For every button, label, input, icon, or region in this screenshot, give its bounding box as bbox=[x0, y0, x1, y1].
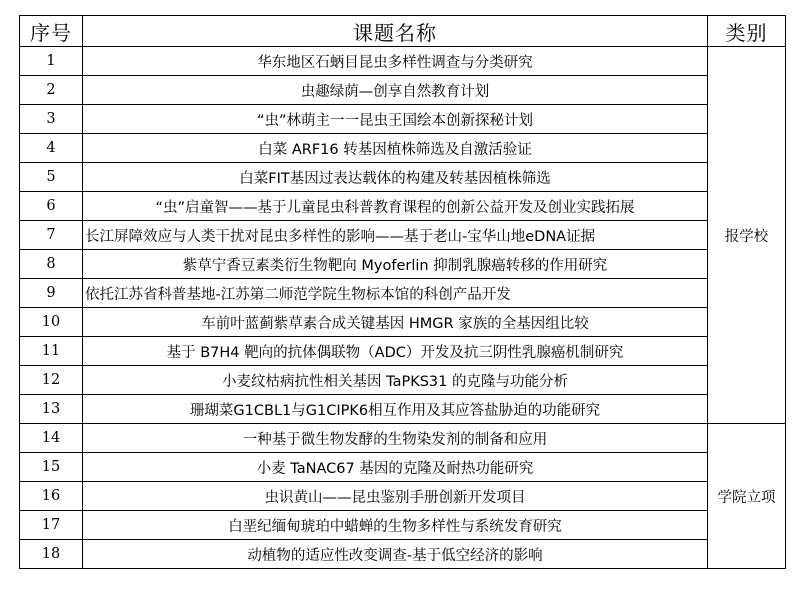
table-body bbox=[20, 47, 786, 569]
table-row bbox=[20, 105, 786, 134]
project-title: 一种基于微生物发酵的生物染发剂的制备和应用 bbox=[83, 424, 708, 453]
header-title: 课题名称 bbox=[83, 16, 708, 47]
table-row bbox=[20, 308, 786, 337]
row-number: 18 bbox=[20, 540, 83, 569]
project-title: 白菜 ARF16 转基因植株筛选及自激活验证 bbox=[83, 134, 708, 163]
table-row bbox=[20, 453, 786, 482]
project-title: 动植物的适应性改变调查-基于低空经济的影响 bbox=[83, 540, 708, 569]
project-title: 紫草宁香豆素类衍生物靶向 Myoferlin 抑制乳腺癌转移的作用研究 bbox=[83, 250, 708, 279]
project-title: 依托江苏省科普基地-江苏第二师范学院生物标本馆的科创产品开发 bbox=[83, 279, 708, 308]
table-row bbox=[20, 482, 786, 511]
table-row bbox=[20, 366, 786, 395]
row-number: 4 bbox=[20, 134, 83, 163]
row-number: 9 bbox=[20, 279, 83, 308]
row-number: 11 bbox=[20, 337, 83, 366]
table-row bbox=[20, 279, 786, 308]
project-title: “虫”林萌主一一昆虫王国绘本创新探秘计划 bbox=[83, 105, 708, 134]
table-row bbox=[20, 47, 786, 76]
row-number: 10 bbox=[20, 308, 83, 337]
project-title: 基于 B7H4 靶向的抗体偶联物（ADC）开发及抗三阴性乳腺癌机制研究 bbox=[83, 337, 708, 366]
header-number: 序号 bbox=[20, 16, 83, 47]
table-row bbox=[20, 134, 786, 163]
project-title: 小麦 TaNAC67 基因的克隆及耐热功能研究 bbox=[83, 453, 708, 482]
table-row bbox=[20, 163, 786, 192]
header-row bbox=[20, 16, 786, 47]
row-number: 15 bbox=[20, 453, 83, 482]
category-cell: 报学校 bbox=[708, 47, 786, 424]
table-row bbox=[20, 337, 786, 366]
project-title: 长江屏障效应与人类干扰对昆虫多样性的影响——基于老山-宝华山地eDNA证据 bbox=[83, 221, 708, 250]
row-number: 1 bbox=[20, 47, 83, 76]
table-row bbox=[20, 511, 786, 540]
project-table bbox=[19, 15, 786, 569]
row-number: 3 bbox=[20, 105, 83, 134]
row-number: 13 bbox=[20, 395, 83, 424]
table-row bbox=[20, 192, 786, 221]
row-number: 8 bbox=[20, 250, 83, 279]
project-title: 华东地区石蛃目昆虫多样性调查与分类研究 bbox=[83, 47, 708, 76]
table-row bbox=[20, 540, 786, 569]
row-number: 5 bbox=[20, 163, 83, 192]
project-title: 白菜FIT基因过表达载体的构建及转基因植株筛选 bbox=[83, 163, 708, 192]
project-title: 珊瑚菜G1CBL1与G1CIPK6相互作用及其应答盐胁迫的功能研究 bbox=[83, 395, 708, 424]
row-number: 16 bbox=[20, 482, 83, 511]
row-number: 2 bbox=[20, 76, 83, 105]
table-row bbox=[20, 424, 786, 453]
project-title: 小麦纹枯病抗性相关基因 TaPKS31 的克隆与功能分析 bbox=[83, 366, 708, 395]
project-title: 白垩纪缅甸琥珀中蜡蝉的生物多样性与系统发育研究 bbox=[83, 511, 708, 540]
table-row bbox=[20, 250, 786, 279]
header-category: 类别 bbox=[708, 16, 786, 47]
row-number: 6 bbox=[20, 192, 83, 221]
project-title: 车前叶蓝蓟紫草素合成关键基因 HMGR 家族的全基因组比较 bbox=[83, 308, 708, 337]
row-number: 12 bbox=[20, 366, 83, 395]
row-number: 14 bbox=[20, 424, 83, 453]
category-cell: 学院立项 bbox=[708, 424, 786, 569]
row-number: 17 bbox=[20, 511, 83, 540]
project-title: 虫识黄山——昆虫鉴别手册创新开发项目 bbox=[83, 482, 708, 511]
project-title: “虫”启童智——基于儿童昆虫科普教育课程的创新公益开发及创业实践拓展 bbox=[83, 192, 708, 221]
project-title: 虫趣绿荫—创享自然教育计划 bbox=[83, 76, 708, 105]
row-number: 7 bbox=[20, 221, 83, 250]
table-row bbox=[20, 76, 786, 105]
table-row bbox=[20, 221, 786, 250]
table-row bbox=[20, 395, 786, 424]
